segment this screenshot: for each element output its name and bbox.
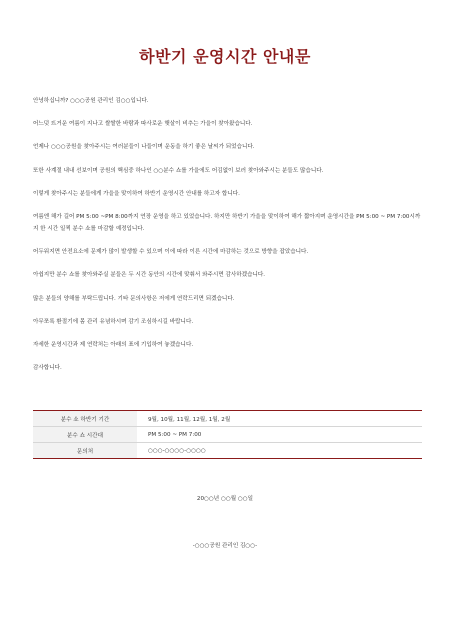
signature: -○○○공원 관리인 김○○- <box>192 543 258 549</box>
table-row <box>33 411 422 427</box>
document-date: 20○○년 ○○월 ○○일 <box>196 496 254 502</box>
paragraph-contact: 많은 분들의 양해를 부탁드립니다. 기타 문의사항은 저에게 연락드리면 되겠습니다. <box>33 295 235 302</box>
paragraph-safety: 어두워지면 안전요소에 문제가 많이 발생할 수 있으며 이에 따라 이른 시간에 마감하는 것으로 방향을 잡았습니다. <box>33 249 309 256</box>
paragraph-season: 어느덧 뜨거운 여름이 지나고 쌀쌀한 바람과 따사로운 햇살이 비추는 가을이 찾아왔습니다. <box>33 121 253 128</box>
paragraph-greeting: 안녕하십니까? ○○○공원 관리인 김○○입니다. <box>33 98 149 104</box>
table-row <box>33 443 422 459</box>
paragraph-fountain: 또한 사계절 내내 선보이며 공원의 핵심중 하나인 ○○분수 쇼를 가을에도 어김없이 보러 찾아와주시는 분들도 많습니다. <box>33 167 324 174</box>
document-title: 하반기 운영시간 안내문 <box>139 47 311 66</box>
table-value-contact: ○○○-○○○○-○○○○ <box>137 443 422 459</box>
table-value-hours: PM 5:00 ~ PM 7:00 <box>137 427 422 443</box>
table-label-hours: 분수 쇼 시간대 <box>33 427 137 443</box>
table-row <box>33 427 422 443</box>
paragraph-health: 아무쪼록 환절기에 몸 관리 유념하시며 감기 조심하시길 바랍니다. <box>33 318 194 325</box>
paragraph-weather: 언제나 ○○○공원을 찾아주시는 여러분들이 나들이며 운동을 하기 좋은 날씨가 되었습니다. <box>33 144 255 151</box>
paragraph-schedule-change: 여름엔 해가 길어 PM 5:00 ~PM 8:00까지 연장 운영을 하고 있었습니다. 하지만 하반기 가을을 맞이하여 해가 짧아지며 운영시간을 PM 5:00 ~ PM 7:00시까지 한 시간 일찍 분수 쇼를 마감할 예정입니다. <box>33 213 421 232</box>
table-label-period: 분수 쇼 하반기 기간 <box>33 411 137 427</box>
paragraph-table-intro: 자세한 운영시간과 제 연락처는 아래의 표에 기입하여 놓겠습니다. <box>33 341 194 348</box>
info-table <box>33 410 422 459</box>
table-label-contact: 문의처 <box>33 443 137 459</box>
table-value-period: 9월, 10월, 11월, 12월, 1월, 2월 <box>137 411 422 427</box>
letter-body <box>33 95 425 385</box>
paragraph-purpose: 이렇게 찾아주시는 분들에게 가을을 맞이하여 하반기 운영시간 안내를 하고자 합니다. <box>33 190 240 197</box>
paragraph-request: 아쉽지만 분수 쇼를 찾아와주실 분들은 두 시간 동안의 시간에 맞춰서 와주시면 감사하겠습니다. <box>33 272 266 279</box>
paragraph-thanks: 감사합니다. <box>33 365 62 372</box>
